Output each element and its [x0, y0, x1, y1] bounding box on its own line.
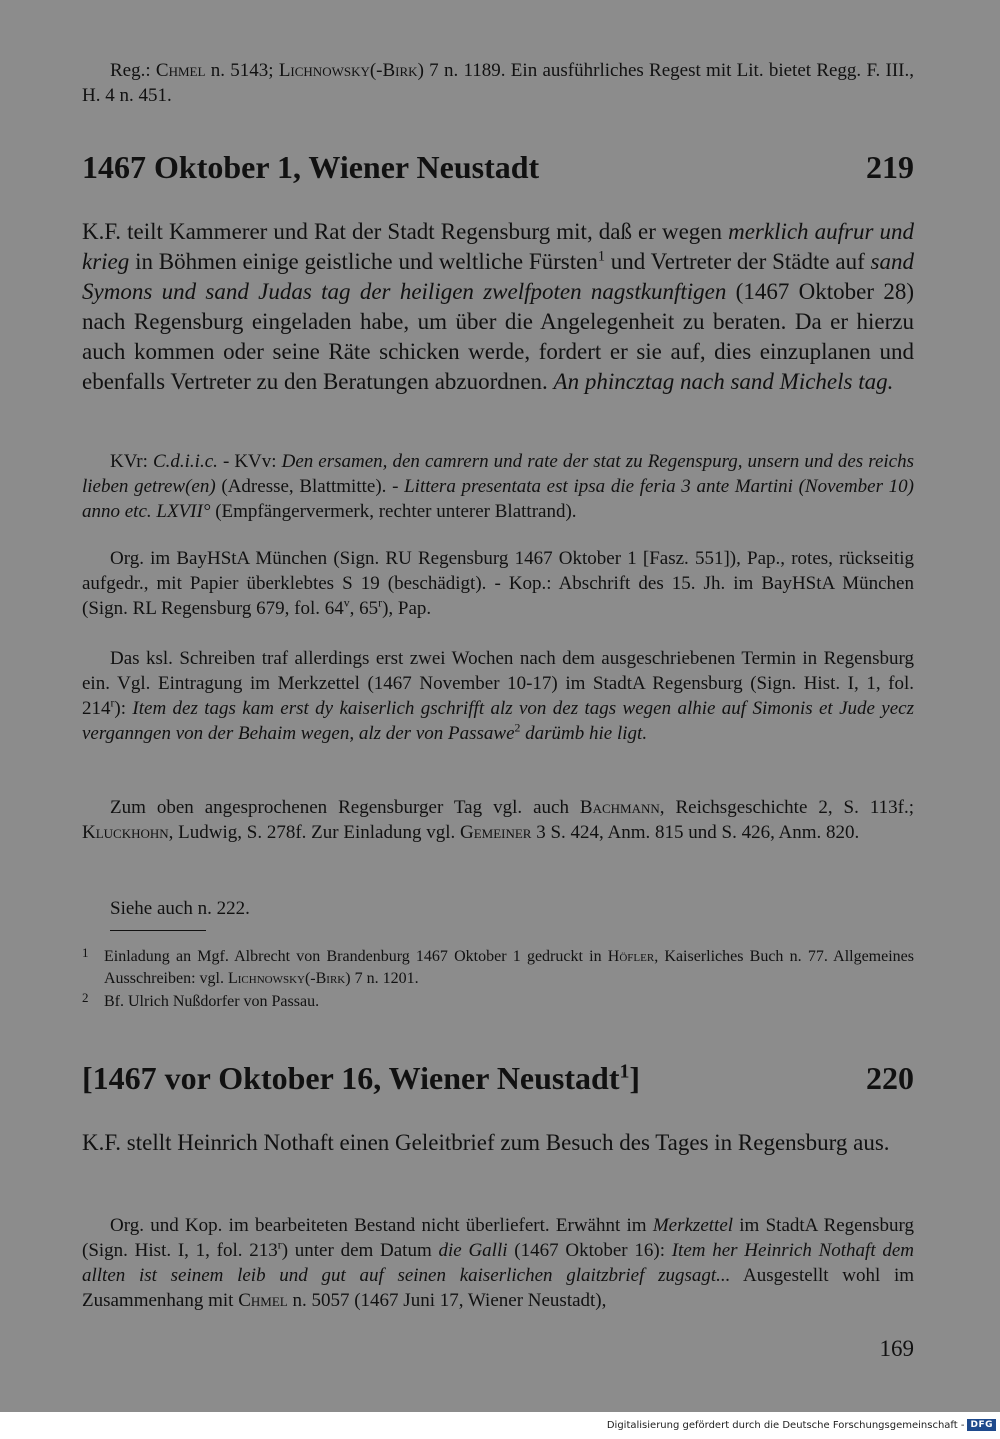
superscript: r	[378, 596, 383, 610]
quote: sand Symons und sand Judas tag der heiligen zwelfpoten nagstkunftigen	[82, 249, 914, 304]
text: (Empfängervermerk, rechter unterer Blattrand).	[210, 501, 577, 522]
literature-note	[82, 795, 914, 845]
entry-number: 220	[866, 1060, 914, 1096]
commentary-note	[82, 646, 914, 746]
text: Reg.:	[110, 60, 156, 81]
text: (1467 Oktober 16):	[507, 1240, 672, 1261]
text: KVr:	[110, 451, 153, 472]
text: ) unter dem Datum	[281, 1240, 439, 1261]
page-number: 169	[879, 1336, 914, 1361]
text: 3 S. 424, Anm. 815 und S. 426, Anm. 820.	[531, 822, 860, 843]
text: Ausgestellt wohl im Zusammenhang mit	[82, 1265, 914, 1311]
previous-entry-reference	[82, 58, 914, 108]
footnote-ref: 1	[619, 1060, 630, 1083]
tradition-note	[82, 546, 914, 621]
entry-date-place: 1467 Oktober 1, Wiener Neustadt	[82, 149, 540, 185]
quote: Item dez tags kam erst dy kaiserlich gschrifft alz von dez tags wegen alhie auf Simonis et Jude yecz verganngen von der Behaim wegen, alz der von Passawe	[82, 698, 915, 744]
quote: Littera presentata est ipsa die feria 3 ante Martini (November 10) anno etc. LXVII°	[82, 476, 914, 522]
entry-heading-219	[82, 148, 914, 186]
quote: C.d.i.i.c.	[152, 451, 218, 472]
text: ):	[114, 698, 133, 719]
footnote-mark: 1	[82, 945, 89, 960]
see-also-note: Siehe auch n. 222.	[110, 898, 250, 919]
quote: An phincztag nach sand Michels tag.	[553, 369, 894, 394]
text: Bf. Ulrich Nußdorfer von Passau.	[104, 993, 320, 1010]
author-name: Lichnowsky(-Birk)	[227, 970, 351, 987]
author-name: Chmel	[155, 60, 206, 81]
text: [1467 vor Oktober 16, Wiener Neustadt	[82, 1060, 620, 1096]
entry-heading-220	[82, 1059, 914, 1097]
endorsement-note	[82, 449, 914, 524]
text: n. 5143;	[205, 60, 279, 81]
author-name: Höfler	[607, 948, 655, 965]
footnote-mark: 2	[82, 990, 89, 1005]
text: (Adresse, Blattmitte). -	[215, 476, 405, 497]
superscript: v	[343, 596, 350, 610]
author-name: Bachmann	[579, 797, 660, 818]
quote: Item her Heinrich Nothaft dem allten ist seinem leib und gut auf seinen kaiserlichen glaitzbrief zugsagt...	[82, 1240, 915, 1286]
text: n. 5057 (1467 Juni 17, Wiener Neustadt),	[287, 1290, 607, 1311]
regest-paragraph: K.F. stellt Heinrich Nothaft einen Geleitbrief zum Besuch des Tages in Regensburg aus.	[82, 1130, 890, 1155]
footnote-1	[82, 946, 914, 990]
quote: Den ersamen, den camrern und rate der stat zu Regenspurg, unsern und des reichs lieben getrew(en)	[82, 451, 914, 497]
author-name: Lichnowsky(-Birk)	[278, 60, 424, 81]
author-name: Gemeiner	[459, 822, 532, 843]
text: , 65	[349, 598, 379, 619]
superscript: r	[277, 1238, 282, 1252]
dfg-logo: DFG	[967, 1419, 996, 1431]
text: und Vertreter der Städte auf	[604, 249, 871, 274]
text: , Kaiserliches Buch n. 77. Allgemeines Ausschreiben: vgl.	[104, 948, 915, 987]
quote: Merkzettel	[652, 1215, 734, 1236]
text: ]	[629, 1060, 641, 1096]
tradition-note	[82, 1213, 914, 1313]
text: , Reichsgeschichte 2, S. 113f.;	[659, 797, 914, 818]
digitization-credit	[607, 1419, 996, 1431]
superscript: r	[110, 696, 115, 710]
footnote-2	[82, 991, 914, 1013]
entry-number: 219	[866, 149, 914, 185]
quote: die Galli	[438, 1240, 508, 1261]
text: Org. und Kop. im bearbeiteten Bestand nicht überliefert. Erwähnt im	[110, 1215, 653, 1236]
text: Einladung an Mgf. Albrecht von Brandenburg 1467 Oktober 1 gedruckt in	[104, 948, 608, 965]
text: K.F. teilt Kammerer und Rat der Stadt Regensburg mit, daß er wegen	[82, 219, 729, 244]
text: Org. im BayHStA München (Sign. RU Regensburg 1467 Oktober 1 [Fasz. 551]), Pap., rotes, rückseitig aufgedr., mit Papier überklebtes S 19 (beschädigt). - Kop.: Abschrift des 15. Jh. im BayHStA München (Sign. RL Regensburg 679, fol. 64	[82, 548, 914, 619]
text: (1467 Oktober 28) nach Regensburg eingeladen habe, um über die Angelegenheit zu beraten. Da er hierzu auch kommen oder seine Räte schicken werde, fordert er sie auf, dies einzuplanen und ebenfalls Vertreter zu den Beratungen abzuordnen.	[82, 279, 914, 394]
text: ), Pap.	[382, 598, 432, 619]
text: - KVv:	[217, 451, 282, 472]
entry-date-place	[82, 1059, 640, 1097]
credit-text: Digitalisierung gefördert durch die Deutsche Forschungsgemeinschaft -	[606, 1419, 965, 1431]
text: 7 n. 1201.	[350, 970, 419, 987]
text: in Böhmen einige geistliche und weltliche Fürsten	[129, 249, 598, 274]
quote: darümb hie ligt.	[520, 723, 648, 744]
text: 7 n. 1189. Ein ausführliches Regest mit Lit. bietet Regg. F. III., H. 4 n. 451.	[82, 60, 915, 106]
footnote-ref: 2	[514, 721, 521, 735]
regest-paragraph	[82, 217, 914, 397]
text: Das ksl. Schreiben traf allerdings erst zwei Wochen nach dem ausgeschriebenen Termin in Regensburg ein. Vgl. Eintragung im Merkzettel (1467 November 10-17) im StadtA Regensburg (Sign. Hist. I, 1, fol. 214	[82, 648, 914, 719]
text: Zum oben angesprochenen Regensburger Tag vgl. auch	[110, 797, 580, 818]
footnote-divider	[110, 930, 206, 931]
footnote-ref: 1	[597, 248, 605, 265]
author-name: Kluckhohn	[82, 822, 169, 843]
author-name: Chmel	[238, 1290, 288, 1311]
quote: merklich aufrur und krieg	[82, 219, 914, 274]
text: im StadtA Regensburg (Sign. Hist. I, 1, fol. 213	[82, 1215, 914, 1261]
text: , Ludwig, S. 278f. Zur Einladung vgl.	[168, 822, 460, 843]
